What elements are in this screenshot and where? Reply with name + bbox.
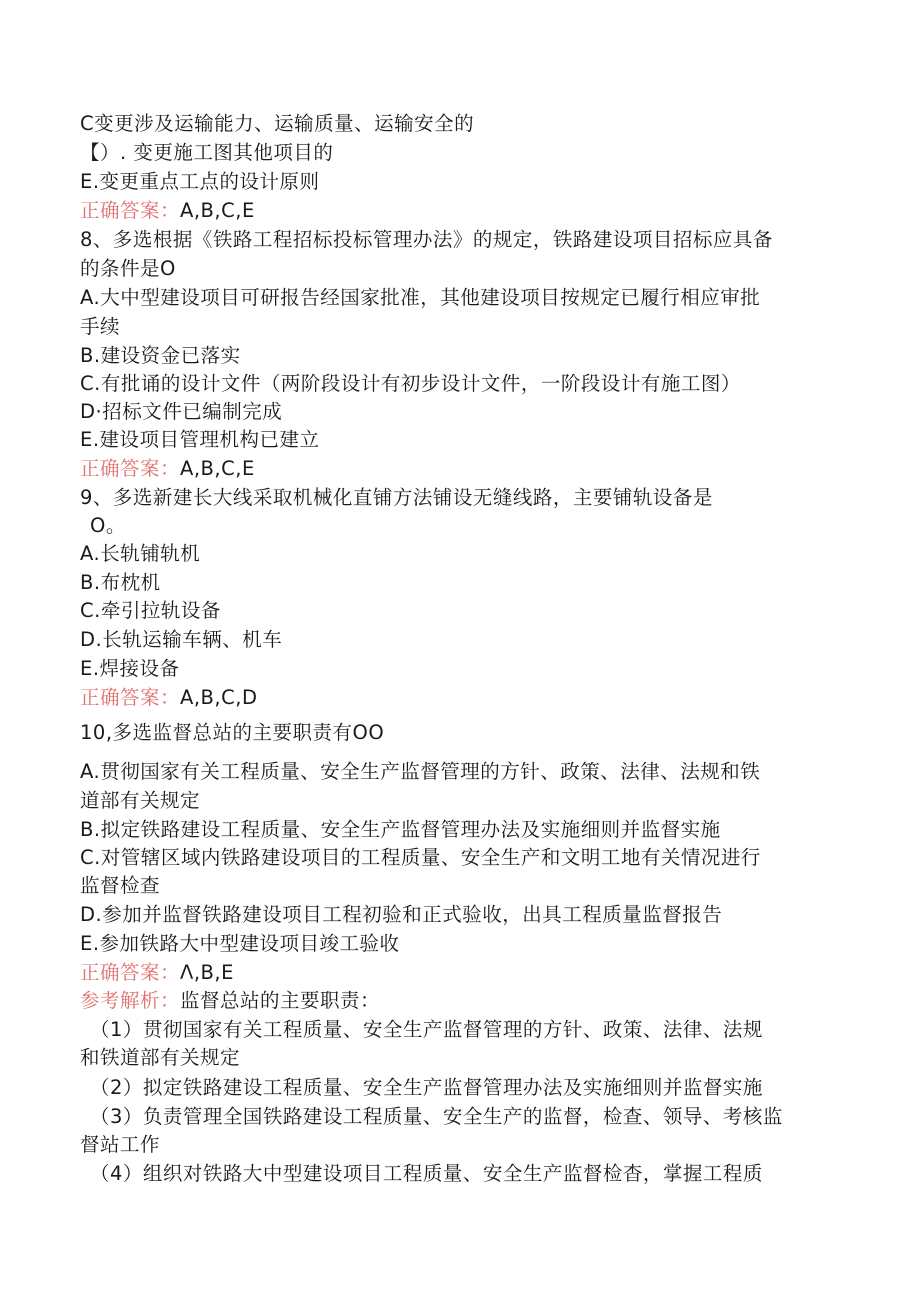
question-10-text: 10,多选监督总站的主要职责有OO: [80, 721, 385, 744]
option-b-text: B.拟定铁路建设工程质量、安全生产监督管理办法及实施细则并监督实施: [80, 818, 721, 841]
option-d-text: D.参加并监督铁路建设项目工程初验和正式验收，出具工程质量监督报告: [80, 903, 723, 926]
explanation-line: [80, 988, 380, 1014]
answer-label: 正确答案：: [80, 961, 181, 984]
question-8-text-cont: 的条件是O: [80, 257, 176, 280]
answer-label: 正确答案：: [80, 686, 181, 709]
explanation-value: 监督总站的主要职责：: [180, 989, 381, 1012]
option-a-text: A.长轨铺轨机: [80, 542, 201, 565]
answer-value: A,B,C,D: [180, 686, 258, 709]
explanation-item-1: （1）贯彻国家有关工程质量、安全生产监督管理的方针、政策、法律、法规: [90, 1018, 763, 1041]
option-e-text: E.变更重点工点的设计原则: [80, 170, 320, 193]
option-b-text: B.布枕机: [80, 571, 161, 594]
answer-value: Λ,B,E: [180, 961, 234, 984]
option-c-text: C.对管辖区域内铁路建设项目的工程质量、安全生产和文明工地有关情况进行: [80, 846, 761, 869]
option-c-text-cont: 监督检查: [80, 874, 161, 897]
option-d-text: D.长轨运输车辆、机车: [80, 628, 283, 651]
explanation-item-4: （4）组织对铁路大中型建设项目工程质量、安全生产监督检杳，掌握工程质: [90, 1162, 763, 1185]
option-a-text: A.大中型建设项目可研报告经国家批准，其他建设项目按规定已履行相应审批: [80, 286, 761, 309]
question-9-text: 9、多选新建长大线采取机械化直铺方法铺设无缝线路，主要铺轨设备是: [80, 486, 713, 509]
question-8-text: 8、多选根据《铁路工程招标投标管理办法》的规定，铁路建设项目招标应具备: [80, 228, 773, 251]
explanation-item-2: （2）拟定铁路建设工程质量、安全生产监督管理办法及实施细则并监督实施: [90, 1076, 763, 1099]
explanation-item-3-cont: 督站工作: [80, 1133, 161, 1156]
option-e-text: E.焊接设备: [80, 657, 180, 680]
option-b-text: B.建设资金已落实: [80, 344, 241, 367]
option-a-text: A.贯彻国家有关工程质量、安全生产监督管理的方针、政策、法律、法规和铁: [80, 760, 761, 783]
answer-line: [80, 198, 255, 224]
answer-line: [80, 960, 234, 986]
option-c-text: C.有批诵的设计文件（两阶段设计有初步设计文件，一阶段设计有施工图）: [80, 372, 741, 395]
option-d-text: 【）. 变更施工图其他项目的: [80, 141, 334, 164]
explanation-item-3: （3）负责管理全国铁路建设工程质量、安全生产的监督，检查、领导、考核监: [90, 1105, 783, 1128]
option-e-text: E.参加铁路大中型建设项目竣工验收: [80, 932, 400, 955]
option-c-text: C变更涉及运输能力、运输质量、运输安全的: [80, 112, 475, 135]
answer-label: 正确答案：: [80, 457, 181, 480]
question-9-text-cont: O。: [90, 514, 126, 537]
answer-value: A,B,C,E: [180, 199, 255, 222]
option-c-text: C.牵引拉轨设备: [80, 599, 221, 622]
option-a-text-cont: 手续: [80, 315, 121, 338]
option-e-text: E.建设项目管理机构已建立: [80, 428, 320, 451]
option-a-text-cont: 道部有关规定: [80, 789, 201, 812]
answer-line: [80, 685, 257, 711]
explanation-item-1-cont: 和铁道部有关规定: [80, 1046, 241, 1069]
answer-value: A,B,C,E: [180, 457, 255, 480]
option-d-text: D·招标文件已编制完成: [80, 400, 283, 423]
answer-label: 正确答案：: [80, 199, 181, 222]
explanation-label: 参考解析：: [80, 989, 181, 1012]
answer-line: [80, 456, 255, 482]
